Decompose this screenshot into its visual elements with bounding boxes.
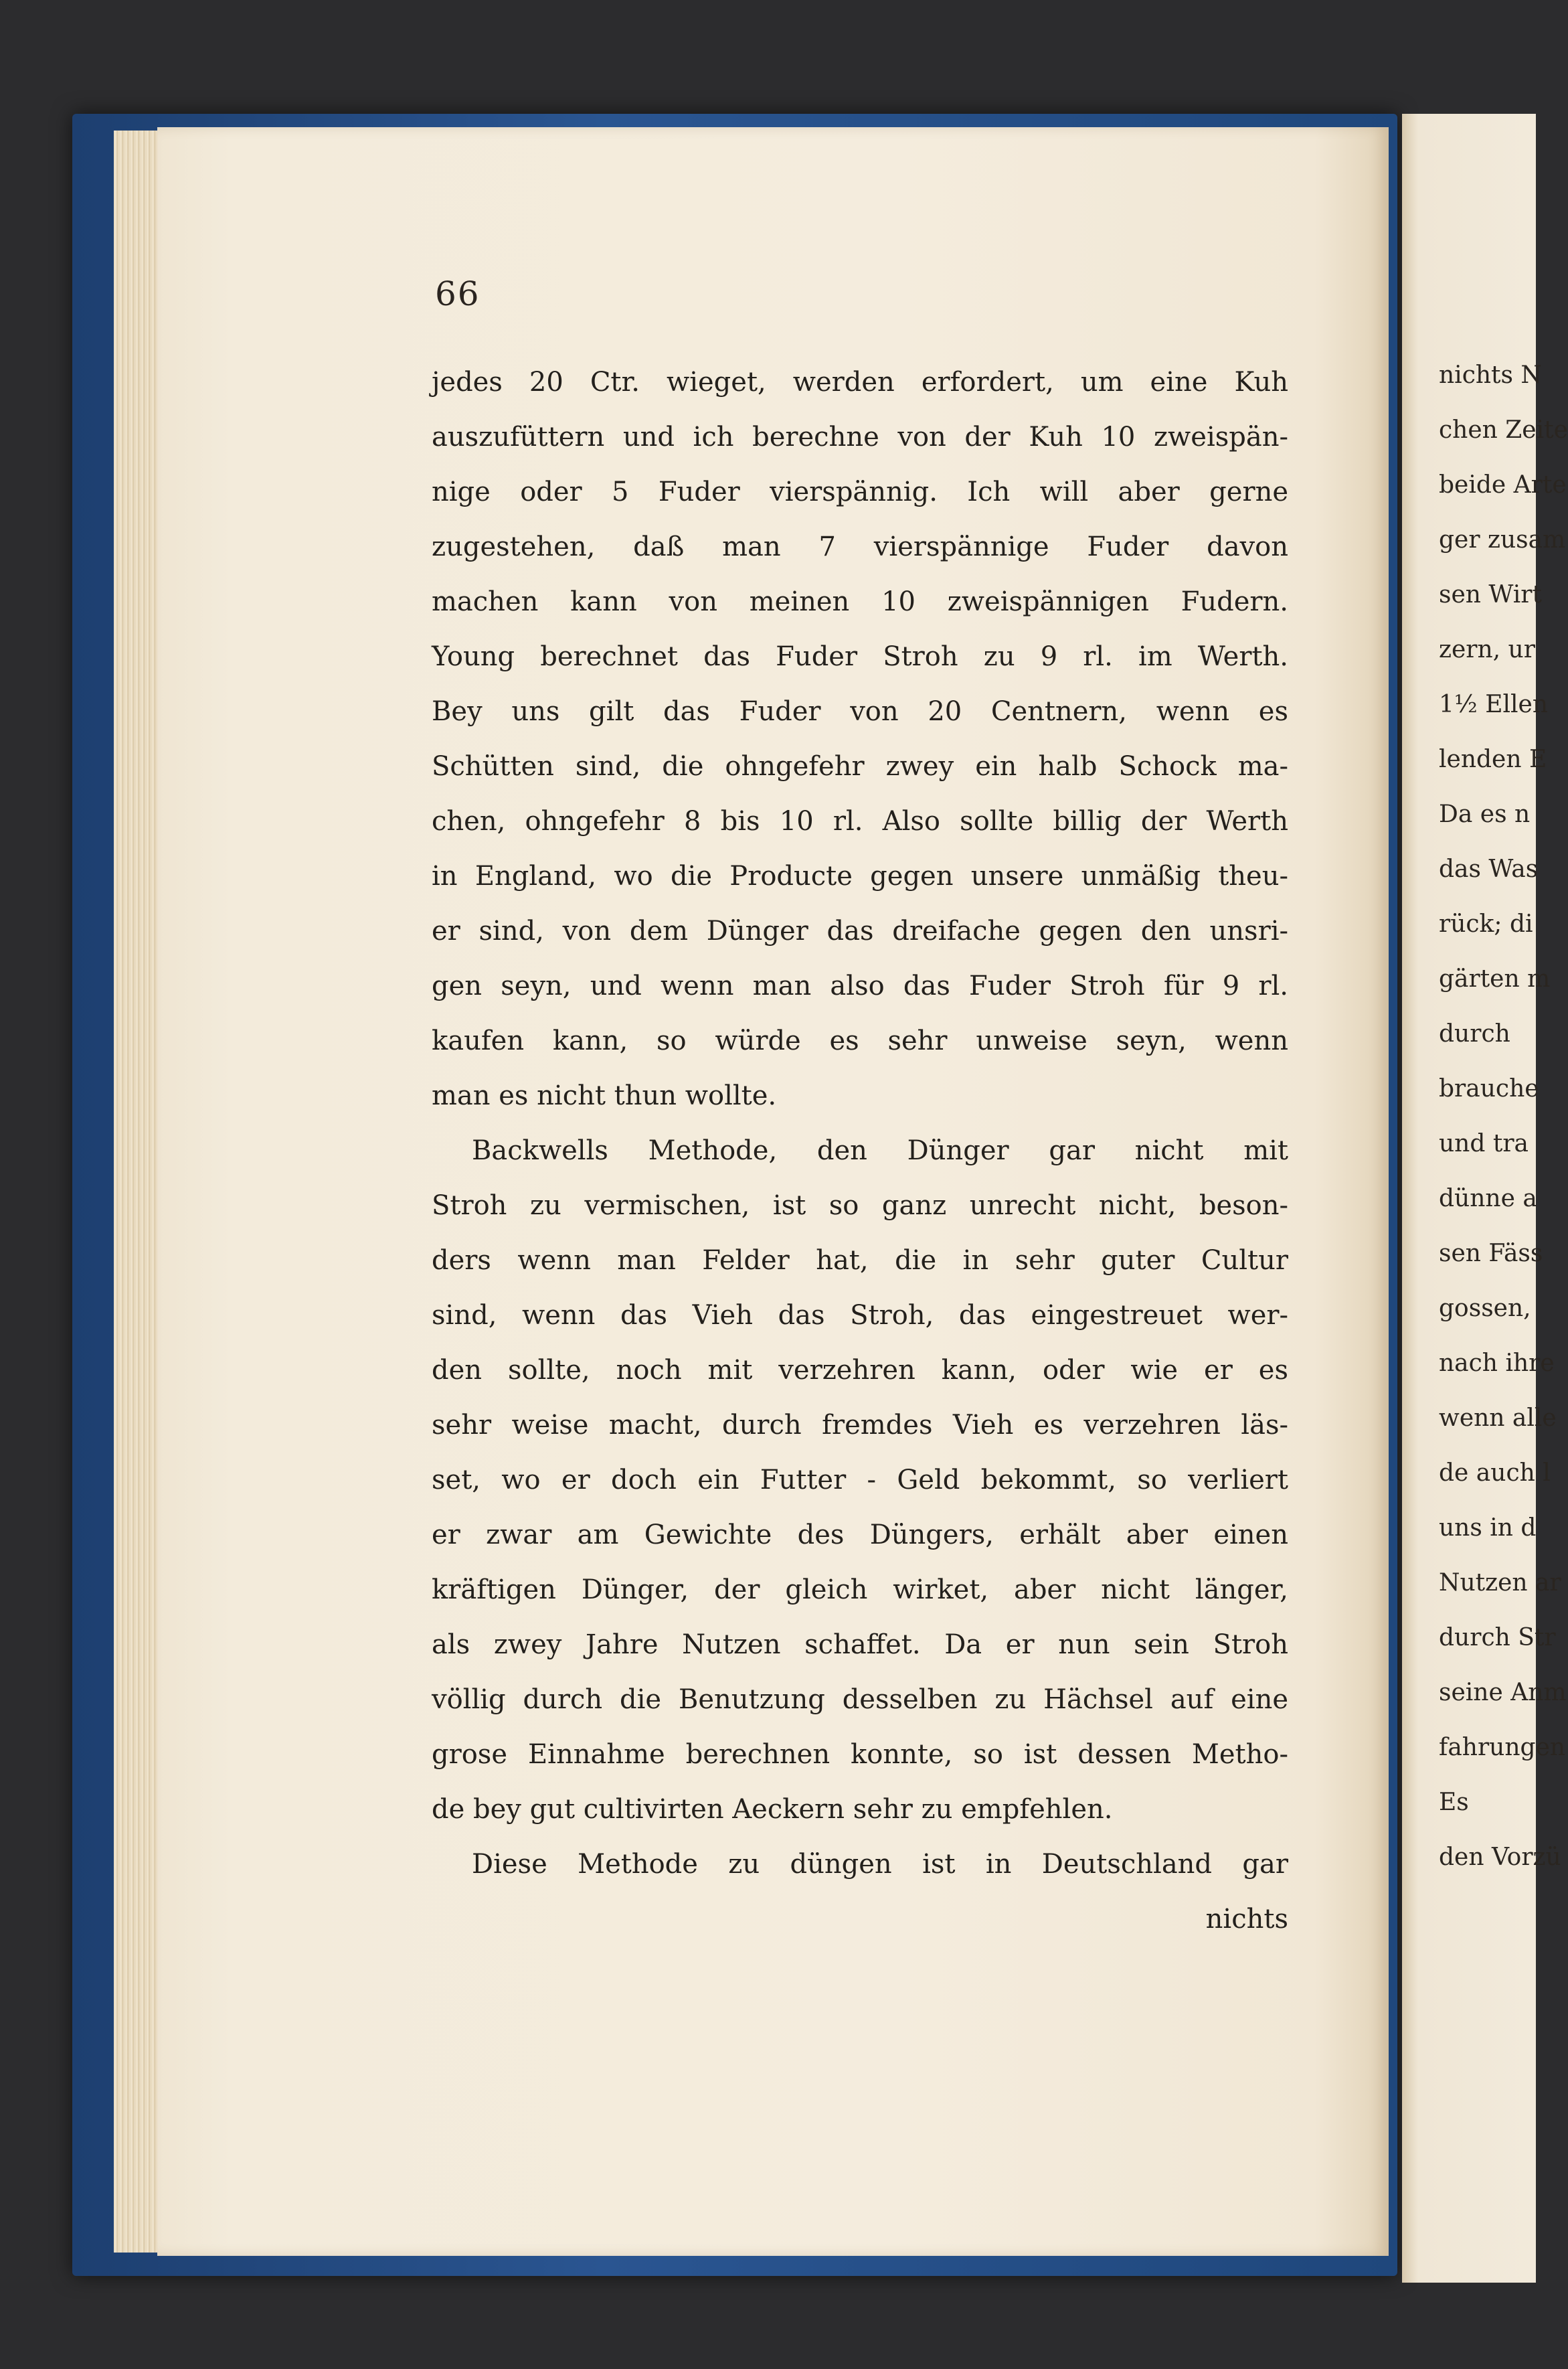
facing-text-line: uns in d [1439,1514,1537,1542]
text-line: Stroh zu vermischen, ist so ganz unrecht nicht, beson- [432,1190,1288,1221]
text-line: grose Einnahme berechnen konnte, so ist dessen Metho- [432,1739,1288,1770]
facing-text-line: seine Anm [1439,1679,1567,1706]
facing-text-line: gärten m [1439,965,1551,993]
text-line: Bey uns gilt das Fuder von 20 Centnern, wenn es [432,696,1288,727]
text-line: in England, wo die Producte gegen unsere unmäßig theu- [432,861,1288,892]
facing-text-line: gossen, [1439,1295,1531,1322]
text-line: kräftigen Dünger, der gleich wirket, aber nicht länger, [432,1574,1288,1605]
text-line: er sind, von dem Dünger das dreifache gegen den unsri- [432,916,1288,947]
facing-text-line: sen Fäss [1439,1240,1543,1267]
text-line: den sollte, noch mit verzehren kann, oder wie er es [432,1355,1288,1386]
facing-text-line: Es [1439,1789,1469,1816]
facing-text-line: nichts N [1439,361,1542,389]
page-number: 66 [435,274,481,313]
facing-text-line: zern, ur [1439,636,1535,663]
text-line: gen seyn, und wenn man also das Fuder Stroh für 9 rl. [432,971,1288,1001]
facing-text-line: nach ihre [1439,1350,1555,1377]
text-line: sind, wenn das Vieh das Stroh, das eingestreuet wer- [432,1300,1288,1331]
facing-text-line: Da es n [1439,801,1531,828]
text-line: Backwells Methode, den Dünger gar nicht mit [472,1135,1288,1166]
text-line: zugestehen, daß man 7 vierspännige Fuder davon [432,532,1288,562]
text-line: sehr weise macht, durch fremdes Vieh es verzehren läs- [432,1410,1288,1441]
facing-text-line: sen Wirt [1439,581,1542,608]
facing-text-line: beide Arte [1439,471,1567,499]
facing-text-line: durch Str [1439,1624,1556,1651]
facing-text-line: chen Zeite [1439,416,1568,444]
text-line: völlig durch die Benutzung desselben zu Hächsel auf eine [432,1684,1288,1715]
facing-text-line: 1½ Ellen [1439,691,1549,718]
body-text [432,355,1288,1947]
text-line: ders wenn man Felder hat, die in sehr guter Cultur [432,1245,1288,1276]
text-line: Schütten sind, die ohngefehr zwey ein halb Schock ma- [432,751,1288,782]
facing-text-line: lenden E [1439,746,1547,773]
text-line: machen kann von meinen 10 zweispännigen Fudern. [432,586,1288,617]
text-line: set, wo er doch ein Futter - Geld bekommt, so verliert [432,1465,1288,1495]
text-line: Diese Methode zu düngen ist in Deutschland gar [472,1849,1288,1880]
facing-text-line: durch [1439,1020,1510,1048]
facing-text-line: das Was [1439,855,1539,883]
facing-text-line: Nutzen ar [1439,1569,1561,1597]
facing-text-line: wenn alle [1439,1404,1557,1432]
facing-text-line: dünne a [1439,1185,1537,1212]
facing-text-line: fahrungen [1439,1734,1566,1761]
text-line: nige oder 5 Fuder vierspännig. Ich will aber gerne [432,477,1288,507]
text-line: jedes 20 Ctr. wieget, werden erfordert, um eine Kuh [432,367,1288,398]
text-line: auszufüttern und ich berechne von der Kuh 10 zweispän- [432,422,1288,453]
text-line: als zwey Jahre Nutzen schaffet. Da er nun sein Stroh [432,1629,1288,1660]
catchword: nichts [1205,1904,1288,1935]
facing-text-line: ger zusam [1439,526,1566,554]
text-line: Young berechnet das Fuder Stroh zu 9 rl. im Werth. [432,641,1288,672]
facing-text-line: rück; di [1439,910,1533,938]
facing-text-line: und tra [1439,1130,1529,1157]
facing-page-text [1439,348,1568,1885]
facing-text-line: de auch l [1439,1459,1551,1487]
text-line: chen, ohngefehr 8 bis 10 rl. Also sollte billig der Werth [432,806,1288,837]
text-line: de bey gut cultivirten Aeckern sehr zu empfehlen. [432,1794,1113,1825]
text-line: man es nicht thun wollte. [432,1080,777,1111]
text-line: kaufen kann, so würde es sehr unweise seyn, wenn [432,1026,1288,1056]
text-line: er zwar am Gewichte des Düngers, erhält aber einen [432,1520,1288,1550]
facing-text-line: brauche [1439,1075,1539,1102]
facing-text-line: den Vorzü [1439,1844,1561,1871]
